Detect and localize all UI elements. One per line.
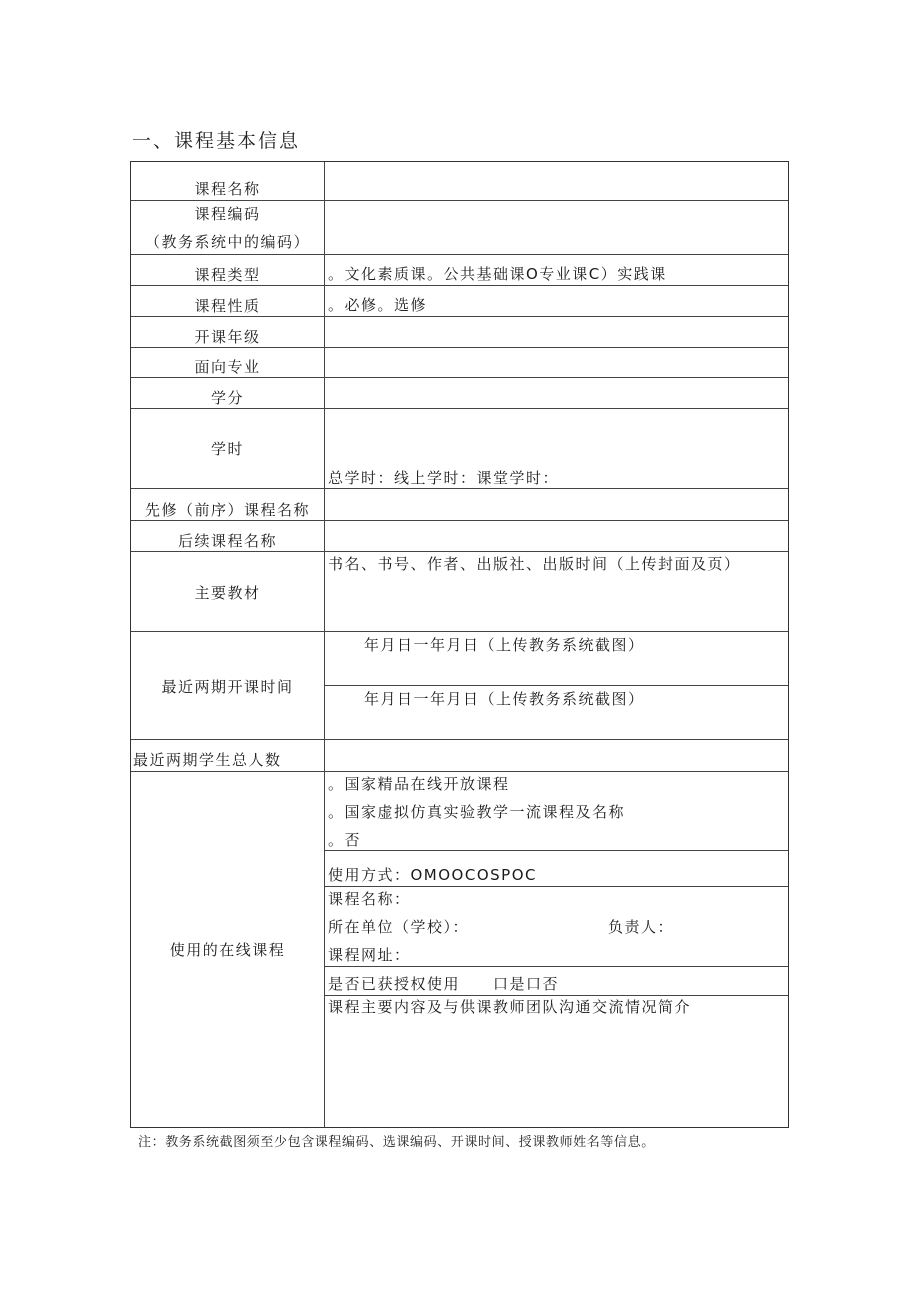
row-divider <box>324 966 788 967</box>
row-divider <box>131 316 788 317</box>
textbook-hint: 书名、书号、作者、出版社、出版时间（上传封面及页） <box>328 555 741 573</box>
row-divider <box>131 408 788 409</box>
row-divider <box>131 739 788 740</box>
row-divider <box>131 347 788 348</box>
label-prerequisite: 先修（前序）课程名称 <box>144 501 310 519</box>
row-divider <box>324 850 788 851</box>
label-recent-terms: 最近两期开课时间 <box>161 678 294 696</box>
online-option-none[interactable]: 。否 <box>328 831 362 849</box>
usage-mode[interactable]: 使用方式：OMOOCOSPOC <box>328 866 537 884</box>
recent-term-2: 年月日一年月日（上传教务系统截图） <box>364 690 645 708</box>
hours-detail: 总学时：线上学时：课堂学时： <box>328 469 560 487</box>
course-type-options[interactable]: 。文化素质课。公共基础课O专业课C）实践课 <box>328 265 667 283</box>
row-divider <box>131 551 788 552</box>
online-unit-label: 所在单位（学校）： <box>328 918 470 936</box>
course-nature-options[interactable]: 。必修。选修 <box>328 296 428 314</box>
label-followup: 后续课程名称 <box>177 532 277 550</box>
authorized-label: 是否已获授权使用 <box>328 975 461 993</box>
label-course-nature: 课程性质 <box>194 297 261 315</box>
label-course-code-note: （教务系统中的编码） <box>144 233 310 251</box>
row-divider <box>131 520 788 521</box>
recent-term-1: 年月日一年月日（上传教务系统截图） <box>364 636 645 654</box>
label-credits: 学分 <box>210 389 244 407</box>
footnote: 注：教务系统截图须至少包含课程编码、选课编码、开课时间、授课教师姓名等信息。 <box>138 1135 655 1150</box>
label-online-course: 使用的在线课程 <box>169 941 286 959</box>
label-course-name: 课程名称 <box>194 180 261 198</box>
online-intro-label: 课程主要内容及与供课教师团队沟通交流情况简介 <box>328 998 692 1016</box>
online-leader-label: 负责人： <box>608 918 675 936</box>
section-title: 一、课程基本信息 <box>132 130 301 152</box>
authorized-options[interactable]: 口是口否 <box>493 975 560 993</box>
row-divider <box>131 254 788 255</box>
row-divider <box>131 377 788 378</box>
label-course-type: 课程类型 <box>194 266 261 284</box>
row-divider <box>131 488 788 489</box>
label-textbook: 主要教材 <box>194 584 261 602</box>
label-major: 面向专业 <box>194 358 261 376</box>
row-divider <box>131 285 788 286</box>
online-url-label: 课程网址： <box>328 946 411 964</box>
label-grade: 开课年级 <box>194 328 261 346</box>
label-course-code: 课程编码 <box>194 205 261 223</box>
row-divider <box>131 200 788 201</box>
label-hours: 学时 <box>210 440 244 458</box>
row-divider <box>324 685 788 686</box>
row-divider <box>131 631 788 632</box>
row-divider <box>324 886 788 887</box>
row-divider <box>131 771 788 772</box>
course-info-form <box>130 161 789 1128</box>
online-course-name-label: 课程名称： <box>328 890 411 908</box>
online-option-national-quality[interactable]: 。国家精品在线开放课程 <box>328 775 510 793</box>
label-student-total: 最近两期学生总人数 <box>133 751 282 769</box>
column-divider <box>324 162 325 1127</box>
online-option-virtual-sim[interactable]: 。国家虚拟仿真实验教学一流课程及名称 <box>328 803 626 821</box>
row-divider <box>324 995 788 996</box>
